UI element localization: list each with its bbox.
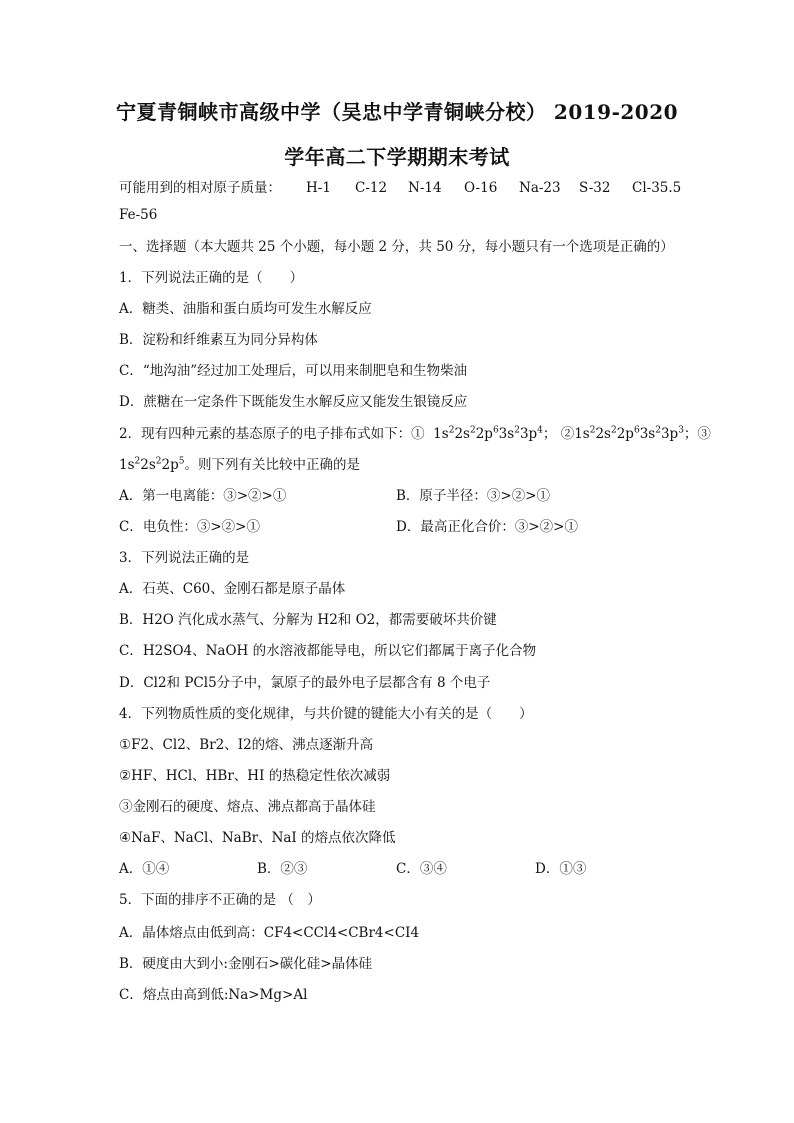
q5-stem: 5．下面的排序不正确的是 （ ） [119,892,321,908]
q2-option-a: A．第一电离能：③>②>① [119,488,287,504]
atomic-mass-n: N-14 [408,180,442,196]
q4-statement-1: ①F2、Cl2、Br2、I2的熔、沸点逐渐升高 [119,737,374,753]
q3-option-a: A．石英、C60、金刚石都是原子晶体 [119,581,346,597]
q4-statement-3: ③金刚石的硬度、熔点、沸点都高于晶体硅 [119,799,376,815]
q4-statement-4: ④NaF、NaCl、NaBr、NaI 的熔点依次降低 [119,830,396,846]
q5-option-b: B．硬度由大到小:金刚石>碳化硅>晶体硅 [119,956,373,972]
q1-option-d: D．蔗糖在一定条件下既能发生水解反应又能发生银镜反应 [119,394,468,410]
q4-stem: 4．下列物质性质的变化规律，与共价键的键能大小有关的是（ ） [119,706,533,722]
q1-option-b: B．淀粉和纤维素互为同分异构体 [119,332,318,348]
q2-option-c: C．电负性：③>②>① [119,519,260,535]
q4-statement-2: ②HF、HCl、HBr、HI 的热稳定性依次减弱 [119,768,391,784]
atomic-mass-cl: Cl-35.5 [632,180,682,196]
atomic-mass-o: O-16 [464,180,498,196]
q3-stem: 3．下列说法正确的是 [119,550,250,566]
atomic-mass-fe: Fe-56 [119,207,158,223]
q4-option-c: C．③④ [396,861,447,877]
atomic-mass-na: Na-23 [519,180,561,196]
q2-config-1: $1s^22s^22p^63s^23p^4$； $②1s^22s^22p^63s^23p^3$；③ [428,425,711,442]
q2-config-3: $1s^22s^22p^5$ [119,456,185,473]
q2-stem-cont [119,457,360,473]
q2-stem-prefix: 2．现有四种元素的基态原子的电子排布式如下：① [119,426,425,442]
q3-option-b: B．H2O 汽化成水蒸气、分解为 H2和 O2，都需要破坏共价键 [119,612,497,628]
atomic-mass-c: C-12 [355,180,388,196]
q4-option-d: D．①③ [535,861,587,877]
q5-option-c: C．熔点由高到低:Na>Mg>Al [119,987,308,1003]
atomic-mass-line [119,180,281,196]
q2-option-d: D．最高正化合价：③>②>① [396,519,578,535]
atomic-mass-s: S-32 [579,180,611,196]
q1-stem: 1．下列说法正确的是（ ） [119,270,304,286]
atomic-mass-h: H-1 [306,180,331,196]
q3-option-c: C．H2SO4、NaOH 的水溶液都能导电，所以它们都属于离子化合物 [119,643,537,659]
q4-option-a: A．①④ [119,861,170,877]
section-heading: 一、选择题（本大题共 25 个小题，每小题 2 分，共 50 分，每小题只有一个选项是正确的） [119,239,674,255]
q2-stem [119,426,711,442]
q5-option-a: A．晶体熔点由低到高：CF4<CCl4<CBr4<CI4 [119,925,420,941]
q4-option-b: B．②③ [257,861,308,877]
q2-stem-tail: 。则下列有关比较中正确的是 [184,457,360,473]
q3-option-d: D．Cl2和 PCl5分子中，氯原子的最外电子层都含有 8 个电子 [119,675,491,691]
atomic-mass-label: 可能用到的相对原子质量： [119,180,281,196]
exam-title-line1: 宁夏青铜峡市高级中学（吴忠中学青铜峡分校） 2019-2020 [115,100,679,124]
q1-option-c: C．“地沟油”经过加工处理后，可以用来制肥皂和生物柴油 [119,363,468,379]
q1-option-a: A．糖类、油脂和蛋白质均可发生水解反应 [119,301,372,317]
exam-title-line2: 学年高二下学期期末考试 [284,145,510,169]
q2-option-b: B．原子半径：③>②>① [396,488,551,504]
